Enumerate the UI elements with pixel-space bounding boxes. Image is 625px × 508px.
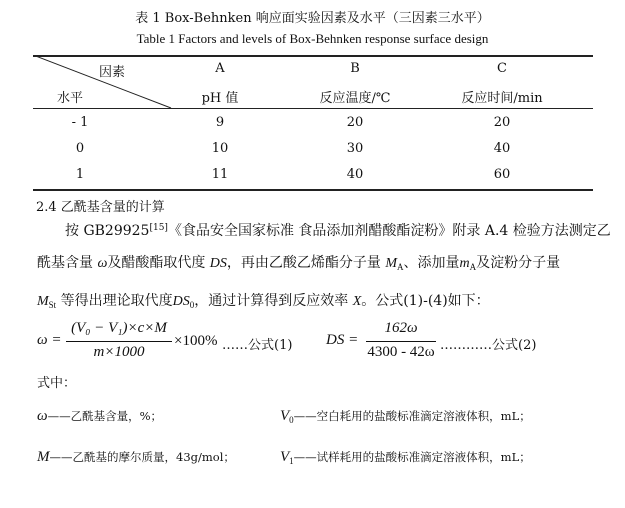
legend-item-omega xyxy=(37,405,162,425)
legend-symbol: $V_1$ xyxy=(280,449,294,466)
legend-text: ——试样耗用的盐酸标准滴定溶液体积，mL； xyxy=(293,450,531,464)
legend-symbol: $V_0$ xyxy=(280,408,294,425)
row-level: - 1 xyxy=(71,115,89,130)
p1-text-b: 《食品安全国家标准 食品添加剂醋酸酯淀粉》附录 A.4 检验方法测定乙 xyxy=(167,223,611,239)
formula-1-lhs: ω = xyxy=(37,332,62,348)
reference-marker: [15] xyxy=(149,223,168,233)
formula-2-denominator: 4300 - 42ω xyxy=(367,344,435,360)
formula-2-label: …………公式(2) xyxy=(440,338,537,353)
formula-2-numerator: 162ω xyxy=(384,320,418,336)
ma-symbol: $M_A$ xyxy=(385,256,404,272)
x-symbol: X xyxy=(352,294,362,309)
legend-symbol: M xyxy=(37,449,50,465)
column-name-c: 反应时间/min xyxy=(461,91,543,106)
legend-heading: 式中： xyxy=(37,376,77,391)
ds0-symbol: $DS_0$ xyxy=(172,294,195,310)
cell-a: 9 xyxy=(215,115,225,130)
legend-text: ——空白耗用的盐酸标准滴定溶液体积，mL； xyxy=(293,409,531,423)
column-code-b: B xyxy=(350,61,360,76)
cell-b: 20 xyxy=(346,115,364,130)
ma-small-symbol: $m_A$ xyxy=(459,256,477,272)
legend-text: ——乙酰基含量，%； xyxy=(47,409,163,423)
p3-text-a: 等得出理论取代度 xyxy=(60,293,173,309)
formula-1-label: ……公式(1) xyxy=(222,338,293,353)
column-name-a: pH 值 xyxy=(201,91,239,106)
formula-1-tail: ×100% xyxy=(174,333,218,349)
header-level: 水平 xyxy=(56,91,83,106)
section-heading: 2.4 乙酰基含量的计算 xyxy=(36,200,165,215)
legend-item-m xyxy=(37,446,235,466)
table-caption-en: Table 1 Factors and levels of Box-Behnken response surface design xyxy=(136,31,489,46)
legend-text: ——乙酰基的摩尔质量，43g/mol； xyxy=(49,450,235,464)
row-level: 1 xyxy=(75,167,85,182)
cell-b: 30 xyxy=(346,141,364,156)
mst-symbol: $M_{St}$ xyxy=(37,294,57,310)
p2-text-d: 、添加量 xyxy=(403,255,460,271)
column-code-a: A xyxy=(215,61,225,76)
column-code-c: C xyxy=(497,61,507,76)
paragraph-line-3 xyxy=(37,290,490,310)
legend-symbol: ω xyxy=(37,408,48,424)
p2-text-e: 及淀粉分子量 xyxy=(476,255,561,271)
ds-symbol: DS xyxy=(209,256,227,271)
formula-1-numerator: (V₀ − V₁)×c×M xyxy=(71,320,167,336)
cell-c: 60 xyxy=(493,167,511,182)
formula-2-lhs: DS = xyxy=(326,332,359,348)
row-level: 0 xyxy=(75,141,85,156)
p3-text-c: 。公式(1)-(4)如下： xyxy=(361,293,490,309)
table-bottom-rule xyxy=(33,189,593,191)
omega-symbol: ω xyxy=(97,256,108,271)
p2-text-b: 及醋酸酯取代度 xyxy=(107,255,206,271)
legend-item-v1 xyxy=(280,446,531,466)
formula-1-fraction-bar xyxy=(66,341,172,342)
header-factor: 因素 xyxy=(98,65,125,80)
p2-text-c: ，再由乙酸乙烯酯分子量 xyxy=(226,255,381,271)
legend-item-v0 xyxy=(280,405,531,425)
cell-b: 40 xyxy=(346,167,364,182)
formula-2-fraction-bar xyxy=(366,341,436,342)
p3-text-b: ，通过计算得到反应效率 xyxy=(194,293,349,309)
paragraph-line-2 xyxy=(37,252,560,272)
cell-a: 10 xyxy=(211,141,229,156)
cell-a: 11 xyxy=(211,167,229,182)
cell-c: 20 xyxy=(493,115,511,130)
formula-1-denominator: m×1000 xyxy=(93,344,145,360)
paragraph-line-1 xyxy=(65,220,611,240)
p1-text-a: 按 GB29925 xyxy=(65,223,150,239)
cell-c: 40 xyxy=(493,141,511,156)
column-name-b: 反应温度/℃ xyxy=(319,91,391,106)
table-caption-cn: 表 1 Box-Behnken 响应面实验因素及水平（三因素三水平） xyxy=(135,11,490,26)
p2-text-a: 酰基含量 xyxy=(37,255,93,271)
